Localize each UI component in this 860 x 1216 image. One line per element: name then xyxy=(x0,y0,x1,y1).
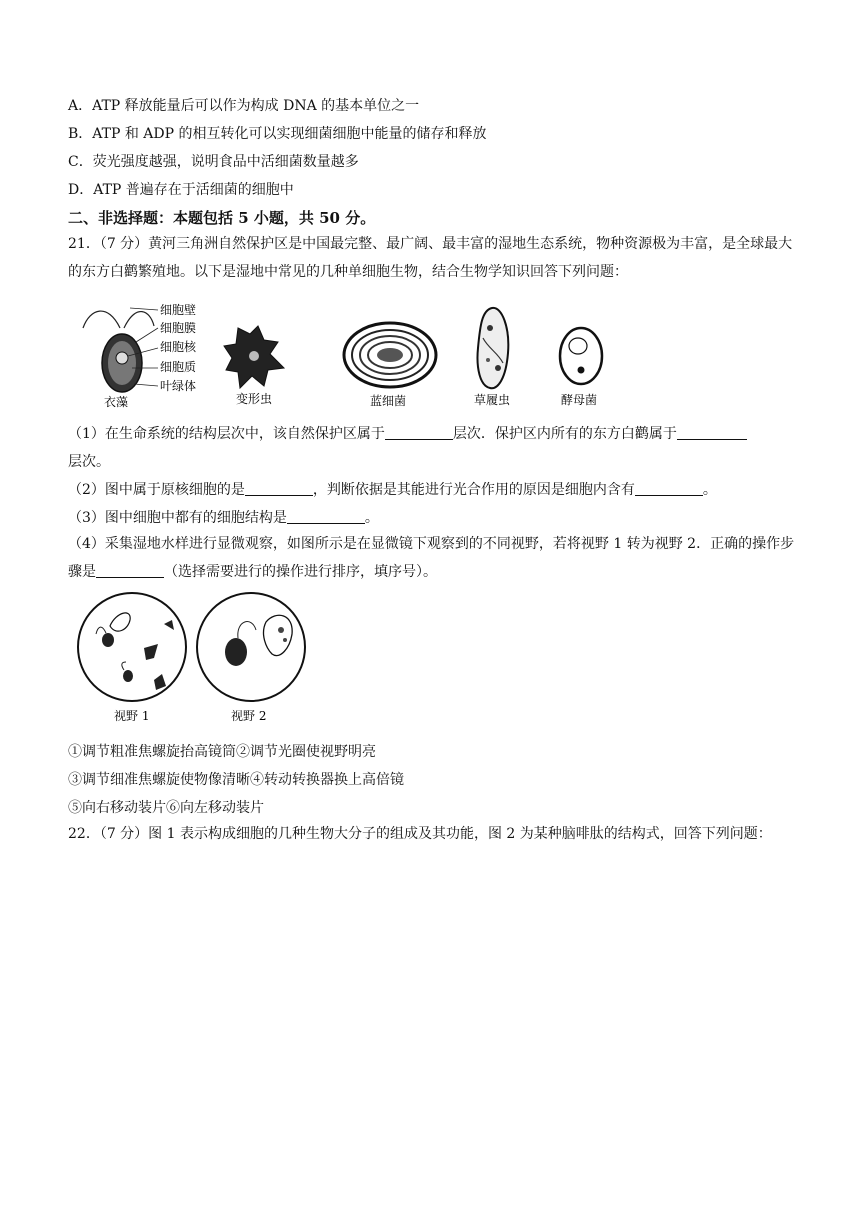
q21-sub4-blank[interactable] xyxy=(96,563,164,578)
chlamydomonas-drawing xyxy=(83,308,158,392)
field-2-label: 视野 2 xyxy=(231,709,267,723)
q21-sub1-text-b: 层次．保护区内所有的东方白鹳属于 xyxy=(452,426,677,442)
label-nucleus: 细胞核 xyxy=(160,340,197,354)
q21-sub2-text-c: 。 xyxy=(702,482,717,498)
label-cyanobacteria: 蓝细菌 xyxy=(370,394,407,408)
q21-sub3 xyxy=(68,508,379,528)
q21-steps-line1: ①调节粗准焦螺旋抬高镜筒②调节光圈使视野明亮 xyxy=(68,744,376,760)
cyanobacteria-drawing xyxy=(344,323,436,387)
field-2-drawing xyxy=(197,593,305,701)
label-cell-wall: 细胞壁 xyxy=(160,303,197,317)
option-d: D．ATP 普遍存在于活细菌的细胞中 xyxy=(68,182,294,198)
q21-sub2-blank-2[interactable] xyxy=(635,481,703,496)
label-yeast: 酵母菌 xyxy=(561,393,598,407)
q21-sub4 xyxy=(68,530,798,586)
paramecium-drawing xyxy=(478,308,509,388)
q21-sub1-text-a: （1）在生命系统的结构层次中，该自然保护区属于 xyxy=(68,426,385,442)
label-chloroplast: 叶绿体 xyxy=(160,379,197,393)
label-paramecium: 草履虫 xyxy=(474,393,511,407)
field-1-label: 视野 1 xyxy=(114,709,150,723)
q21-sub2-text-a: （2）图中属于原核细胞的是 xyxy=(68,482,245,498)
q21-sub1-blank-1[interactable] xyxy=(385,425,453,440)
q21-sub2 xyxy=(68,480,717,500)
option-a: A．ATP 释放能量后可以作为构成 DNA 的基本单位之一 xyxy=(68,98,420,114)
option-b: B．ATP 和 ADP 的相互转化可以实现细菌细胞中能量的储存和释放 xyxy=(68,126,487,142)
organisms-figure xyxy=(78,298,638,410)
q21-sub2-text-b: ，判断依据是其能进行光合作用的原因是细胞内含有 xyxy=(312,482,635,498)
q21-stem: 21．（7 分）黄河三角洲自然保护区是中国最完整、最广阔、最丰富的湿地生态系统，物种资源极为丰富，是全球最大的东方白鹳繁殖地。以下是湿地中常见的几种单细胞生物，结合生物学知识回答下列问题： xyxy=(68,236,793,280)
label-cytoplasm: 细胞质 xyxy=(160,360,197,374)
label-chlamydomonas: 衣藻 xyxy=(104,395,129,409)
q21-steps-line2: ③调节细准焦螺旋使物像清晰④转动转换器换上高倍镜 xyxy=(68,772,404,788)
amoeba-drawing xyxy=(224,326,284,388)
q21-sub1-text-c: 层次。 xyxy=(68,454,110,470)
q21-sub4-text-a: （4）采集湿地水样进行显微观察，如图所示是在显微镜下观察到的不同视野，若将视野 1 转为视野 2．正确的操作步骤是 xyxy=(68,536,795,580)
q21-sub4-text-b: （选择需要进行的操作进行排序，填序号）。 xyxy=(164,564,437,580)
q21-sub3-blank[interactable] xyxy=(287,509,365,524)
q22-stem: 22．（7 分）图 1 表示构成细胞的几种生物大分子的组成及其功能，图 2 为某种脑啡肽的结构式，回答下列问题： xyxy=(68,826,772,842)
q21-sub1-line1 xyxy=(68,424,747,444)
label-amoeba: 变形虫 xyxy=(236,392,273,406)
section-heading: 二、非选择题：本题包括 5 小题，共 50 分。 xyxy=(68,209,376,227)
q21-sub3-text-a: （3）图中细胞中都有的细胞结构是 xyxy=(68,510,287,526)
q21-sub2-blank-1[interactable] xyxy=(245,481,313,496)
q21-steps-line3: ⑤向右移动装片⑥向左移动装片 xyxy=(68,800,264,816)
microscope-fields-figure xyxy=(76,590,308,726)
yeast-drawing xyxy=(560,328,602,384)
q21-sub3-text-b: 。 xyxy=(364,510,379,526)
field-1-drawing xyxy=(78,593,186,701)
q21-sub1-blank-2[interactable] xyxy=(677,425,747,440)
option-c: C．荧光强度越强，说明食品中活细菌数量越多 xyxy=(68,154,359,170)
label-cell-membrane: 细胞膜 xyxy=(160,321,197,335)
